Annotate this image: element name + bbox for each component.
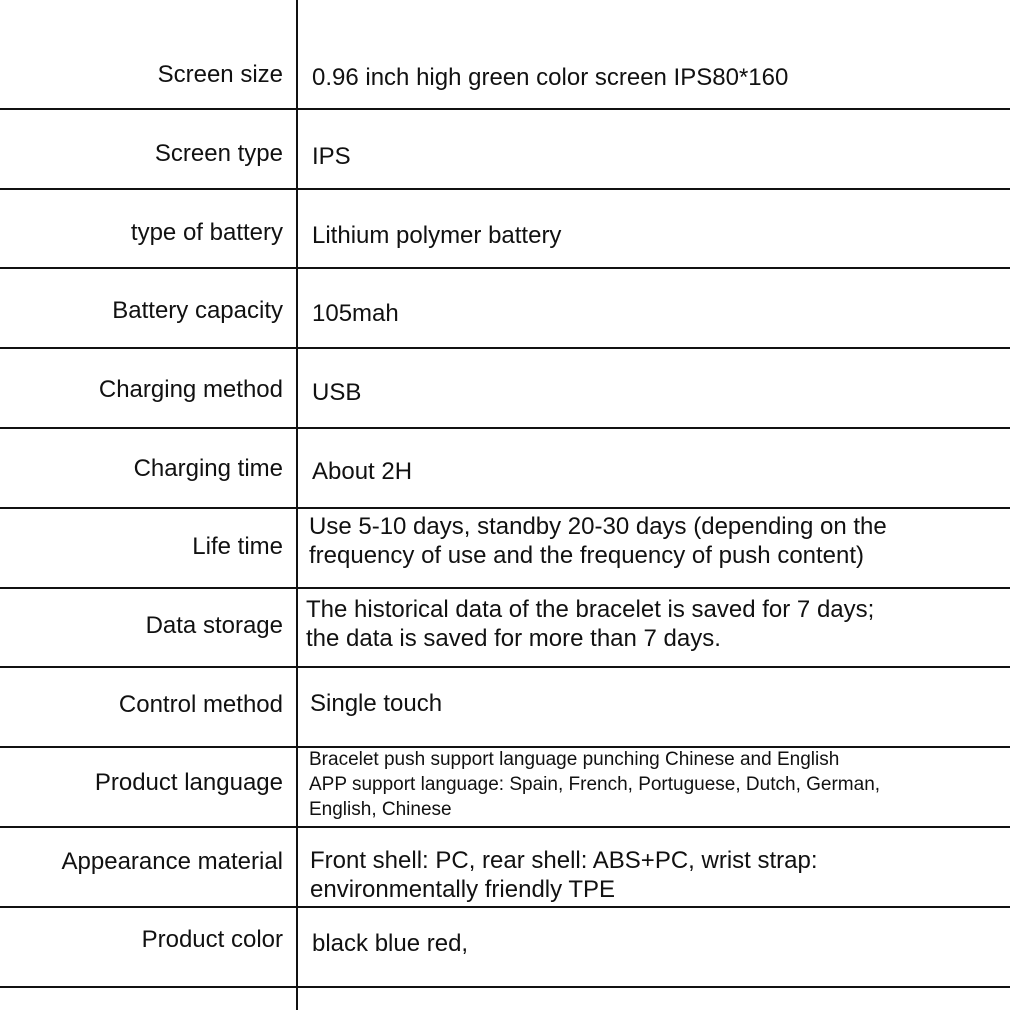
row-divider bbox=[0, 347, 1010, 349]
column-divider bbox=[296, 0, 298, 1010]
spec-label: Screen size bbox=[157, 61, 283, 88]
row-divider bbox=[0, 108, 1010, 110]
spec-label: Control method bbox=[118, 691, 283, 718]
row-divider bbox=[0, 267, 1010, 269]
spec-value: 0.96 inch high green color screen IPS80*160 bbox=[312, 64, 789, 91]
row-divider bbox=[0, 986, 1010, 988]
spec-value: About 2H bbox=[312, 458, 413, 485]
spec-value: USB bbox=[312, 379, 362, 406]
spec-label: Charging method bbox=[98, 376, 283, 403]
row-divider bbox=[0, 188, 1010, 190]
row-divider bbox=[0, 906, 1010, 908]
spec-label: Screen type bbox=[154, 140, 283, 167]
spec-value: IPS bbox=[312, 143, 351, 170]
spec-value: Lithium polymer battery bbox=[312, 222, 562, 249]
row-divider bbox=[0, 427, 1010, 429]
row-divider bbox=[0, 826, 1010, 828]
row-divider bbox=[0, 587, 1010, 589]
spec-value: 105mah bbox=[312, 300, 399, 327]
spec-value: Use 5-10 days, standby 20-30 days (depending on the frequency of use and the frequency of push content) bbox=[309, 513, 887, 569]
spec-value: Front shell: PC, rear shell: ABS+PC, wrist strap: environmentally friendly TPE bbox=[310, 847, 818, 903]
spec-label: Data storage bbox=[145, 612, 283, 639]
spec-value: Single touch bbox=[310, 690, 443, 717]
spec-label: Battery capacity bbox=[112, 297, 283, 324]
spec-label: Life time bbox=[192, 533, 283, 560]
spec-label: Product color bbox=[141, 926, 283, 953]
spec-value: Bracelet push support language punching Chinese and English APP support language: Spain, French, Portuguese, Dutch, German, English, Chinese bbox=[309, 749, 881, 820]
row-divider bbox=[0, 666, 1010, 668]
spec-value: black blue red, bbox=[312, 930, 469, 957]
spec-label: Appearance material bbox=[61, 848, 283, 875]
spec-value: The historical data of the bracelet is saved for 7 days; the data is saved for more than 7 days. bbox=[306, 596, 875, 652]
row-divider bbox=[0, 507, 1010, 509]
spec-label: type of battery bbox=[130, 219, 283, 246]
spec-label: Product language bbox=[94, 769, 283, 796]
spec-label: Charging time bbox=[133, 455, 283, 482]
